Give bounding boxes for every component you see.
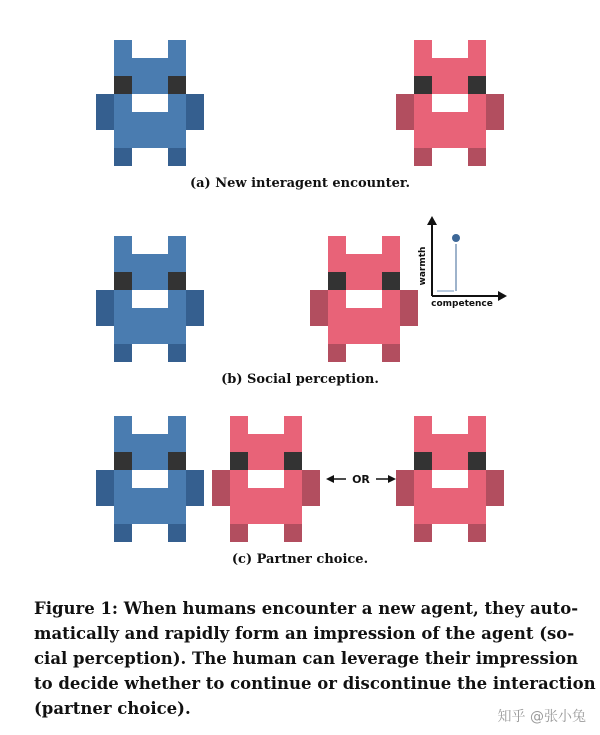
agent-leg [168,148,186,166]
agent-leg [114,344,132,362]
human-agent-a [96,40,204,166]
agent-ear [230,416,248,434]
agent-ear [328,236,346,254]
agent-leg [468,524,486,542]
agent-mouth [432,470,468,488]
agent-eye [468,452,486,470]
agent-leg [468,148,486,166]
agent-eye [414,76,432,94]
impression-plot [418,216,507,309]
agent-mouth [132,94,168,112]
agent-mouth [132,290,168,308]
agent-ear [284,416,302,434]
agent-arm [396,94,414,130]
agent-arm [186,470,204,506]
agent-arm [400,290,418,326]
agent-leg [168,344,186,362]
agent-ear [168,236,186,254]
agent-arm [302,470,320,506]
agent-mouth [132,470,168,488]
agent-leg [114,148,132,166]
agent-ear [114,236,132,254]
agent-leg [414,524,432,542]
y-axis-arrow-icon [427,216,437,225]
agent-ear [468,416,486,434]
agent-leg [284,524,302,542]
agent-eye [114,272,132,290]
caption-line-5: (partner choice). [34,699,191,718]
agent-eye [468,76,486,94]
human-agent-b [96,236,204,362]
agent-mouth [432,94,468,112]
caption-line-4: to decide whether to continue or discontinue the interaction [34,674,596,693]
agent-arm [186,94,204,130]
impression-dot [452,234,460,242]
watermark: 知乎 @张小兔 [497,709,586,725]
agent-eye [284,452,302,470]
agent-mouth [248,470,284,488]
agent-arm [186,290,204,326]
agent-eye [382,272,400,290]
agent-ear [168,416,186,434]
panel-a-label: (a) New interagent encounter. [189,176,411,191]
agent-ear [414,416,432,434]
agent-eye [168,452,186,470]
agent-arm [212,470,230,506]
agent-ear [168,40,186,58]
agent-arm [486,94,504,130]
agent-eye [414,452,432,470]
human-agent-c [96,416,204,542]
agent-eye [168,272,186,290]
agent-leg [382,344,400,362]
or-label: OR [352,473,370,486]
agent-eye [328,272,346,290]
agent-eye [114,76,132,94]
caption-line-1: Figure 1: When humans encounter a new agent, they auto- [34,599,579,618]
agent-leg [414,148,432,166]
agent-arm [96,290,114,326]
agent-ear [468,40,486,58]
ai-agent-a [396,40,504,166]
ai-agent-c-1 [212,416,320,542]
or-choice-arrow [326,473,396,486]
agent-mouth [346,290,382,308]
agent-eye [114,452,132,470]
figure-caption [34,596,596,721]
agent-leg [114,524,132,542]
arrow-right-icon [388,475,396,483]
agent-arm [486,470,504,506]
agent-leg [168,524,186,542]
agent-ear [414,40,432,58]
panel-b-label: (b) Social perception. [221,372,379,387]
agent-arm [96,470,114,506]
arrow-left-icon [326,475,334,483]
agent-eye [230,452,248,470]
x-axis-label: competence [431,299,493,309]
agent-leg [230,524,248,542]
caption-line-3: cial perception). The human can leverage their impression [34,649,579,668]
ai-agent-b [310,236,418,362]
agent-arm [310,290,328,326]
agent-ear [114,40,132,58]
agent-ear [114,416,132,434]
caption-line-2: matically and rapidly form an impression of the agent (so- [34,624,575,643]
agent-arm [396,470,414,506]
y-axis-label: warmth [418,246,428,286]
agent-arm [96,94,114,130]
agent-leg [328,344,346,362]
agent-ear [382,236,400,254]
panel-c-label: (c) Partner choice. [231,552,369,567]
x-axis-arrow-icon [498,291,507,301]
agent-eye [168,76,186,94]
ai-agent-c-2 [396,416,504,542]
